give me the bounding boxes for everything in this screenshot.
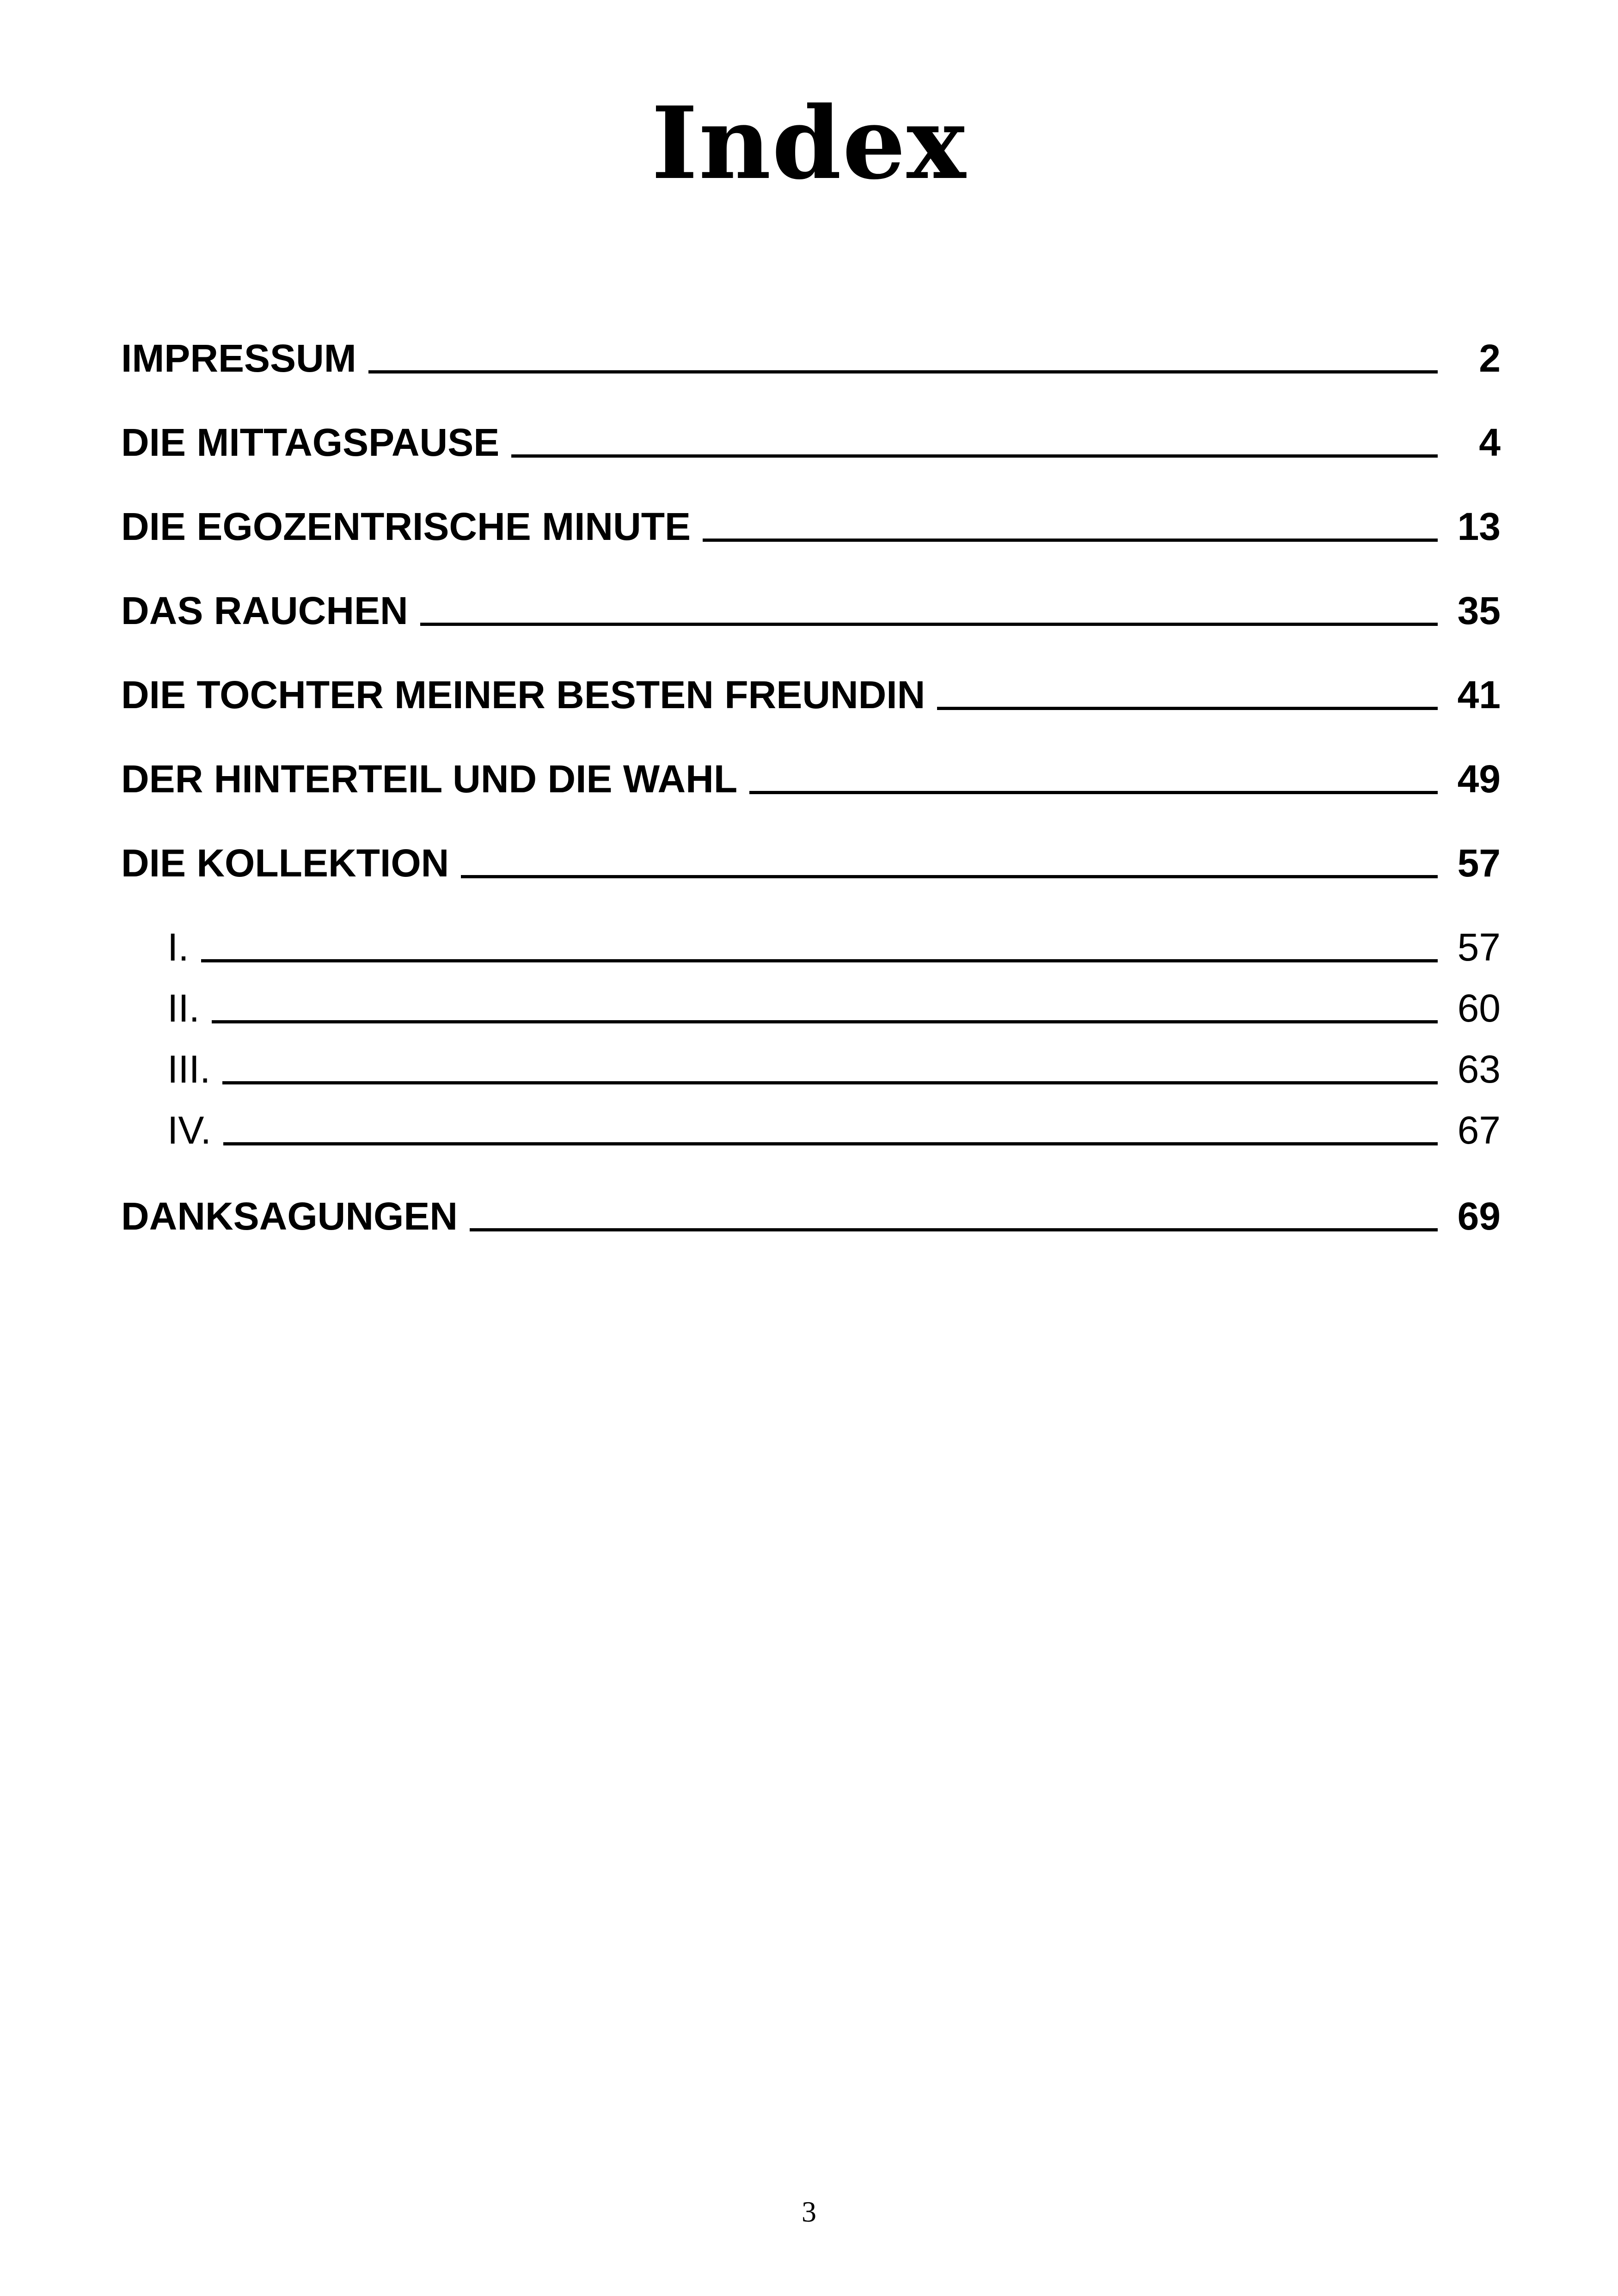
toc-entry-mittagspause [121,417,1501,468]
toc-entry-page: 13 [1457,505,1501,548]
toc-leader-line [937,707,1438,710]
toc-entry-label: DER HINTERTEIL UND DIE WAHL [121,757,738,801]
toc-entry-egozentrische-minute [121,501,1501,552]
toc-leader-line [511,454,1438,458]
toc-subentry-page: 63 [1457,1047,1501,1091]
toc-leader-line [470,1228,1438,1231]
toc-subentry-label: IV. [167,1108,211,1152]
toc-subentry-i [121,922,1501,973]
toc-entry-page: 2 [1479,337,1501,380]
toc-subentry-label: II. [167,986,200,1030]
toc-entry-hinterteil [121,753,1501,804]
toc-leader-line [222,1081,1438,1084]
toc-subentry-label: III. [167,1047,211,1091]
toc-leader-line [368,370,1438,373]
toc-leader-line [212,1020,1438,1023]
toc-entry-label: DIE KOLLEKTION [121,841,449,885]
toc-entry-label: DAS RAUCHEN [121,589,408,632]
toc-subentry-page: 67 [1457,1108,1501,1152]
toc-entry-page: 69 [1457,1194,1501,1238]
page-title: Index [651,85,967,202]
toc-subentry-ii [121,983,1501,1034]
toc-leader-line [703,539,1438,542]
toc-subentry-label: I. [167,925,189,969]
toc-entry-kollektion [121,838,1501,888]
toc-subentry-iii [121,1044,1501,1095]
toc-subentry-iv [121,1105,1501,1156]
toc-leader-line [420,623,1438,626]
toc-entry-page: 4 [1479,421,1501,464]
toc-entry-label: IMPRESSUM [121,337,356,380]
page-number-footer: 3 [802,2195,816,2228]
toc-entry-rauchen [121,585,1501,636]
toc-entry-page: 49 [1457,757,1501,801]
toc-entry-page: 35 [1457,589,1501,632]
toc-entry-label: DANKSAGUNGEN [121,1194,458,1238]
toc-entry-label: DIE MITTAGSPAUSE [121,421,500,464]
toc-entry-page: 41 [1457,673,1501,716]
toc-subentry-page: 57 [1457,925,1501,969]
toc-entry-label: DIE EGOZENTRISCHE MINUTE [121,505,691,548]
toc-entry-page: 57 [1457,841,1501,885]
toc-leader-line [223,1142,1438,1145]
toc-entry-tochter [121,669,1501,720]
toc-leader-line [749,791,1438,794]
toc-entry-label: DIE TOCHTER MEINER BESTEN FREUNDIN [121,673,925,716]
toc-entry-danksagungen [121,1191,1501,1242]
toc-subentry-page: 60 [1457,986,1501,1030]
toc-leader-line [461,875,1438,878]
toc-entry-impressum [121,333,1501,384]
toc-leader-line [201,959,1438,962]
